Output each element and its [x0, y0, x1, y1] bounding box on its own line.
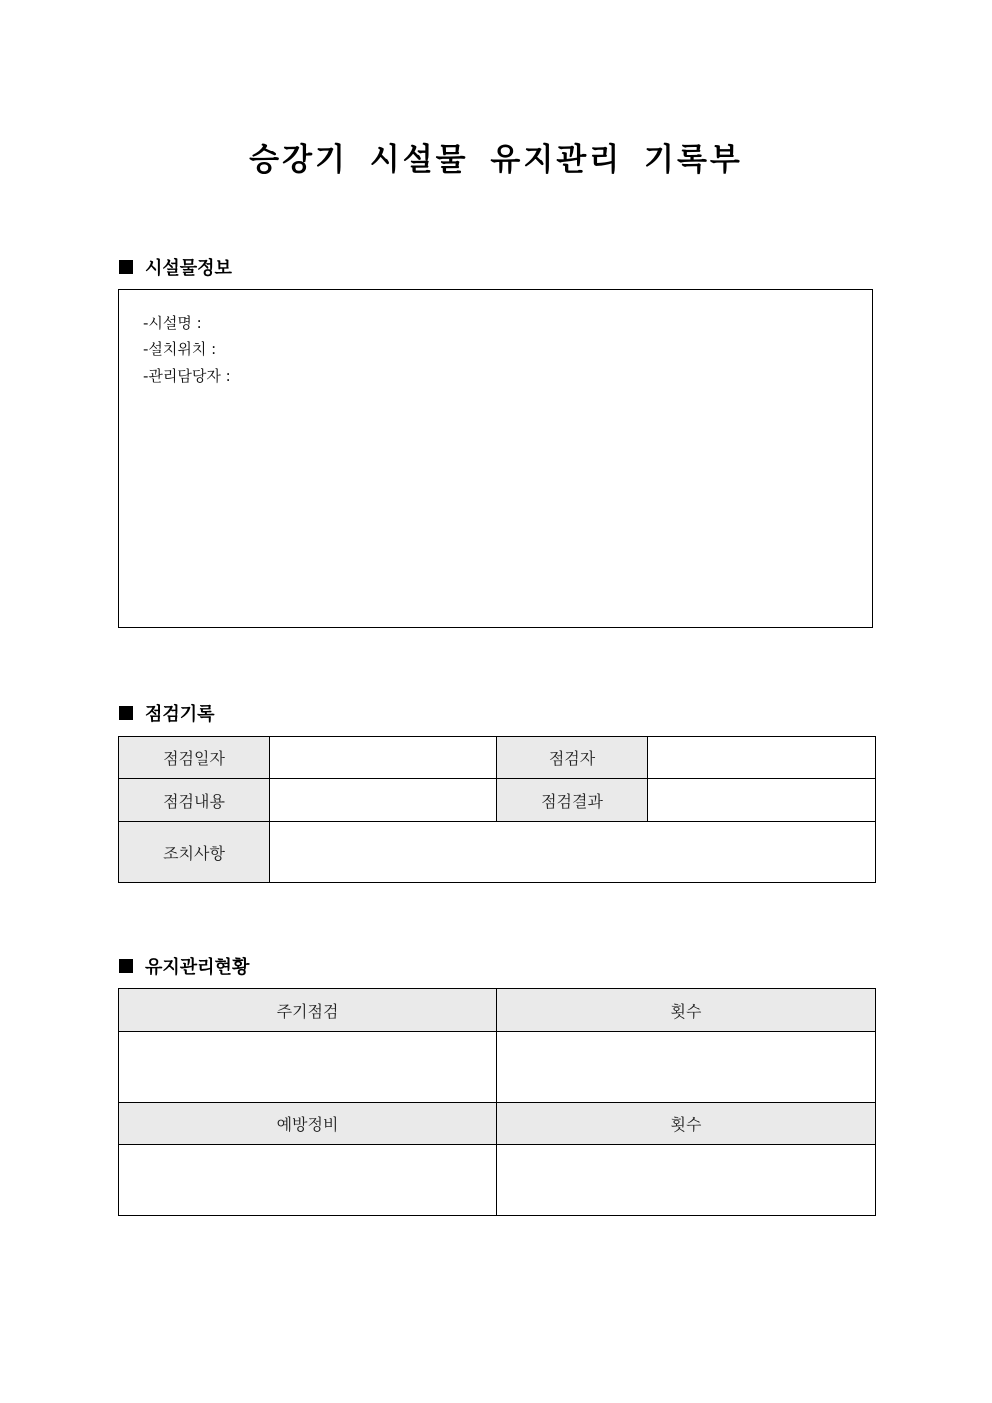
count-header: 횟수	[497, 989, 876, 1032]
preventive-maintenance-field[interactable]	[119, 1145, 497, 1216]
inspection-content-field[interactable]	[270, 779, 497, 822]
facility-info-box[interactable]	[118, 289, 873, 628]
inspector-field[interactable]	[648, 737, 876, 779]
manager-line: -관리담당자 :	[143, 367, 231, 385]
table-row	[119, 1145, 876, 1216]
inspection-result-field[interactable]	[648, 779, 876, 822]
square-bullet-icon	[119, 260, 133, 274]
square-bullet-icon	[119, 706, 133, 720]
preventive-maintenance-count-field[interactable]	[497, 1145, 876, 1216]
count-header: 횟수	[497, 1103, 876, 1145]
inspection-content-label: 점검내용	[119, 779, 270, 822]
table-row	[119, 737, 876, 779]
periodic-inspection-header: 주기점검	[119, 989, 497, 1032]
section-heading-label: 점검기록	[145, 704, 215, 725]
periodic-inspection-count-field[interactable]	[497, 1032, 876, 1103]
table-row	[119, 822, 876, 883]
inspector-label: 점검자	[497, 737, 648, 779]
section-heading-inspection-record	[119, 700, 215, 726]
inspection-date-field[interactable]	[270, 737, 497, 779]
section-heading-maintenance-status	[119, 953, 249, 979]
table-row	[119, 1032, 876, 1103]
section-heading-facility-info	[119, 254, 232, 280]
inspection-result-label: 점검결과	[497, 779, 648, 822]
table-row	[119, 779, 876, 822]
table-row	[119, 1103, 876, 1145]
action-taken-label: 조치사항	[119, 822, 270, 883]
periodic-inspection-field[interactable]	[119, 1032, 497, 1103]
facility-name-line: -시설명 :	[143, 314, 202, 332]
inspection-record-table	[118, 736, 876, 883]
inspection-date-label: 점검일자	[119, 737, 270, 779]
maintenance-status-table	[118, 988, 876, 1216]
action-taken-field[interactable]	[270, 822, 876, 883]
document-title: 승강기 시설물 유지관리 기록부	[249, 142, 743, 178]
square-bullet-icon	[119, 959, 133, 973]
table-row	[119, 989, 876, 1032]
preventive-maintenance-header: 예방정비	[119, 1103, 497, 1145]
section-heading-label: 시설물정보	[145, 258, 232, 279]
install-location-line: -설치위치 :	[143, 340, 217, 358]
section-heading-label: 유지관리현황	[145, 957, 250, 978]
